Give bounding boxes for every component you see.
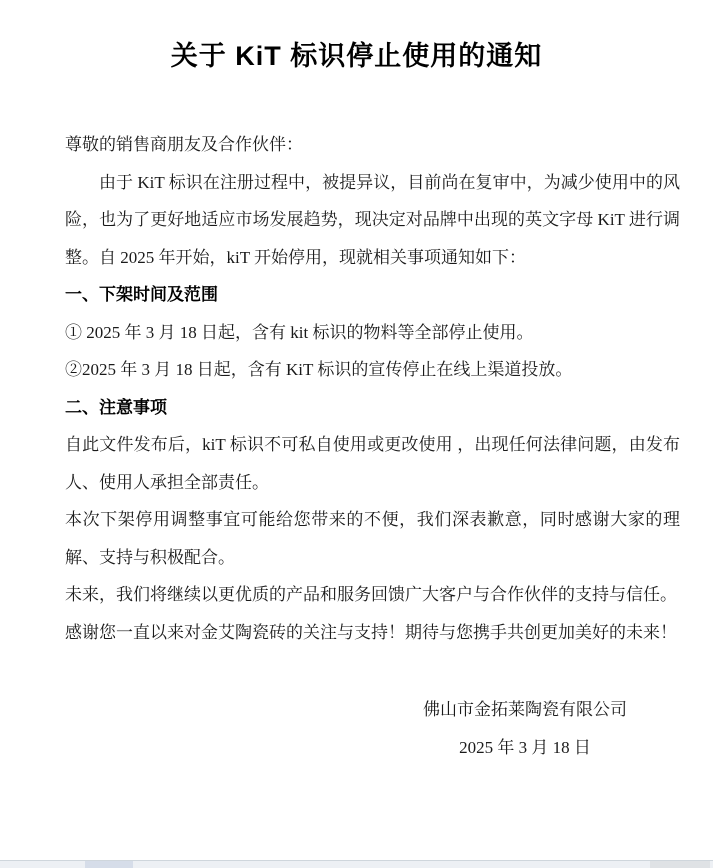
section2-paragraph-4: 感谢您一直以来对金艾陶瓷砖的关注与支持！期待与您携手共创更加美好的未来！ bbox=[65, 622, 677, 642]
signature-company: 佛山市金拓莱陶瓷有限公司 bbox=[423, 700, 627, 719]
signature-date: 2025 年 3 月 18 日 bbox=[459, 737, 591, 757]
section2-heading: 二、注意事项 bbox=[65, 397, 167, 417]
section2-paragraph-3: 未来，我们将继续以更优质的产品和服务回馈广大客户与合作伙伴的支持与信任。 bbox=[65, 585, 677, 604]
section2-paragraph-2: 本次下架停用调整事宜可能给您带来的不便，我们深表歉意，同时感谢大家的理解、支持与积极配合。 bbox=[65, 510, 680, 567]
horizontal-scrollbar[interactable] bbox=[0, 860, 713, 868]
section1-item-2: ②2025 年 3 月 18 日起，含有 KiT 标识的宣传停止在线上渠道投放。 bbox=[65, 360, 573, 379]
scrollbar-thumb[interactable] bbox=[85, 861, 133, 868]
notice-title: 关于 KiT 标识停止使用的通知 bbox=[170, 41, 543, 71]
notice-body bbox=[65, 126, 680, 766]
intro-paragraph: 由于 KiT 标识在注册过程中，被提异议，目前尚在复审中，为减少使用中的风险，也为了更好地适应市场发展趋势，现决定对品牌中出现的英文字母 KiT 进行调整。自 2025 年开始，kiT 开始停用，现就相关事项通知如下： bbox=[65, 172, 680, 267]
section1-heading: 一、下架时间及范围 bbox=[65, 285, 218, 304]
section1-item-1: ① 2025 年 3 月 18 日起，含有 kit 标识的物料等全部停止使用。 bbox=[65, 322, 534, 342]
section2-paragraph-1: 自此文件发布后，kiT 标识不可私自使用或更改使用 ，出现任何法律问题，由发布人、使用人承担全部责任。 bbox=[65, 435, 680, 492]
greeting-line: 尊敬的销售商朋友及合作伙伴： bbox=[65, 135, 303, 154]
scrollbar-shade bbox=[650, 861, 710, 868]
signature-block bbox=[423, 691, 627, 766]
